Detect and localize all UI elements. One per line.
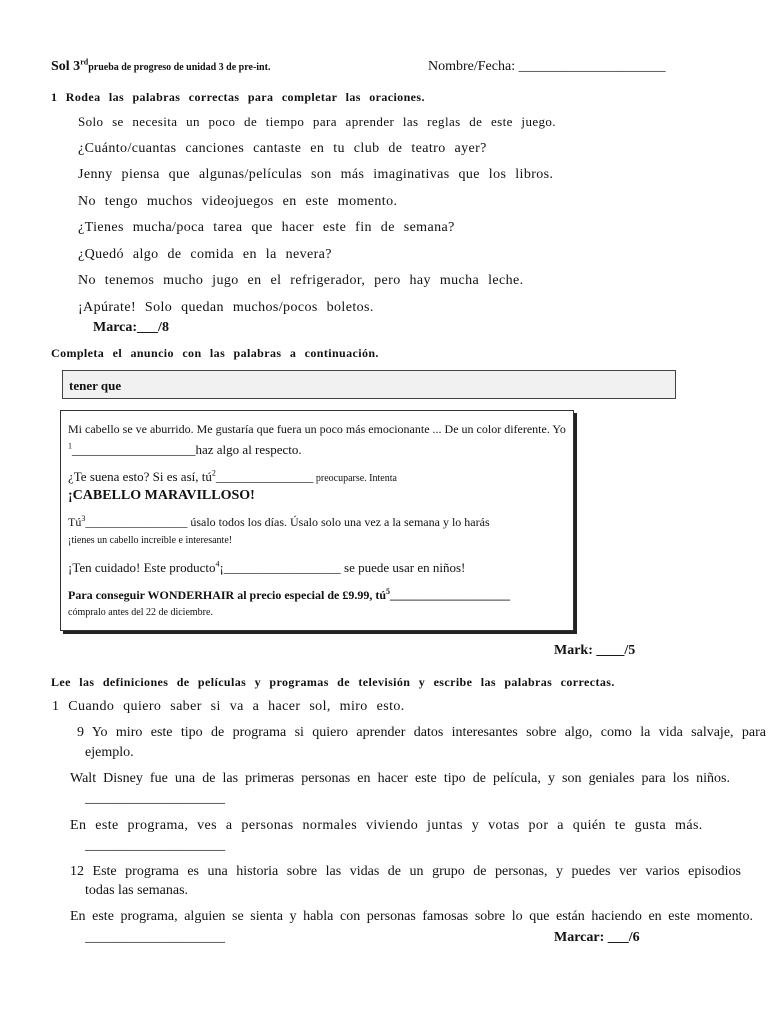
section2-heading: Completa el anuncio con las palabras a continuación. [51,346,379,360]
advert-line-2: $^1$___________________haz algo al respecto. [68,441,302,457]
advert-line-1: Mi cabello se ve aburrido. Me gustaría que fuera un poco más emocionante ... De un color diferente. Yo [68,422,566,436]
word-bank-text: tener que [69,378,122,393]
exercise1-item-6: ¿Quedó algo de comida en la nevera? [78,247,332,262]
section3-heading: Lee las definiciones de películas y programas de televisión y escribe las palabras correctas. [51,675,615,689]
section1-mark: Marca:___/8 [93,320,169,335]
section3-mark: Marcar: ___/6 [554,930,640,945]
advert-headline: ¡CABELLO MARAVILLOSO! [68,488,255,503]
advert-box [60,410,574,631]
exercise1-item-1: Solo se necesita un poco de tiempo para aprender las reglas de este juego. [78,114,556,129]
exercise3-item-5-cont: todas las semanas. [85,883,189,898]
answer-blank-3: ____________________ [85,930,225,945]
advert-line-8: Para conseguir WONDERHAIR al precio especial de £9.99, $tú^5\_\_\_\_\_\_\_\_\_\_\_\_\_\_\_\_\_\_\_\_$ [68,587,510,602]
exercise3-item-2-cont: ejemplo. [85,745,134,760]
exercise1-item-2: ¿Cuánto/cuantas canciones cantaste en tu club de teatro ayer? [78,141,487,156]
advert-line-9: cómpralo antes del 22 de diciembre. [68,607,213,618]
advert-line-6: ¡tienes un cabello increíble e interesante! [68,535,233,546]
answer-blank-1: ____________________ [85,791,225,806]
advert-line-5: $Tú^3\_\_\_\_\_\_\_\_\_\_\_\_\_\_\_\_\_$ úsalo todos los días. Úsalo solo una vez a la semana y lo harás [68,514,490,529]
section2-mark: Mark: ____/5 [554,643,636,658]
word-bank-box [62,370,676,399]
name-date-field: Nombre/Fecha: _____________________ [428,59,666,74]
exercise1-item-4: No tengo muchos videojuegos en este momento. [78,194,398,209]
advert-line-7: ¡Ten cuidado! Este producto$^4$¡__________________ se puede usar en niños! [68,559,466,575]
exercise3-item-2: 9 Yo miro este tipo de programa si quiero aprender datos interesantes sobre algo, como la vida salvaje, para [77,725,766,740]
exercise3-item-5: 12 Este programa es una historia sobre las vidas de un grupo de personas, y puedes ver varios episodios [70,864,741,879]
advert-line-3: ¿Te suena esto? Si es así, $tú^2\_\_\_\_\_\_\_\_\_\_\_\_\_\_\_$ preocuparse. Intenta [68,468,397,484]
exercise1-item-8: ¡Apúrate! Solo quedan muchos/pocos boletos. [78,300,374,315]
exercise1-item-7: No tenemos mucho jugo en el refrigerador, pero hay mucha leche. [78,273,524,288]
exercise3-item-6: En este programa, alguien se sienta y habla con personas famosas sobre lo que están haciendo en este momento. [70,909,753,924]
section1-heading: 1 Rodea las palabras correctas para completar las oraciones. [51,90,425,104]
exercise3-item-1: 1 Cuando quiero saber si va a hacer sol, miro esto. [52,699,405,714]
exercise3-item-4: En este programa, ves a personas normales viviendo juntas y votas por a quién te gusta más. [70,818,703,833]
document-title: Sol 3rdprueba de progreso de unidad 3 de pre-int. [51,57,271,74]
exercise1-item-3: Jenny piensa que algunas/películas son más imaginativas que los libros. [78,167,554,182]
answer-blank-2: ____________________ [85,838,225,853]
exercise1-item-5: ¿Tienes mucha/poca tarea que hacer este fin de semana? [78,220,455,235]
exercise3-item-3: Walt Disney fue una de las primeras personas en hacer este tipo de película, y son geniales para los niños. [70,771,730,786]
